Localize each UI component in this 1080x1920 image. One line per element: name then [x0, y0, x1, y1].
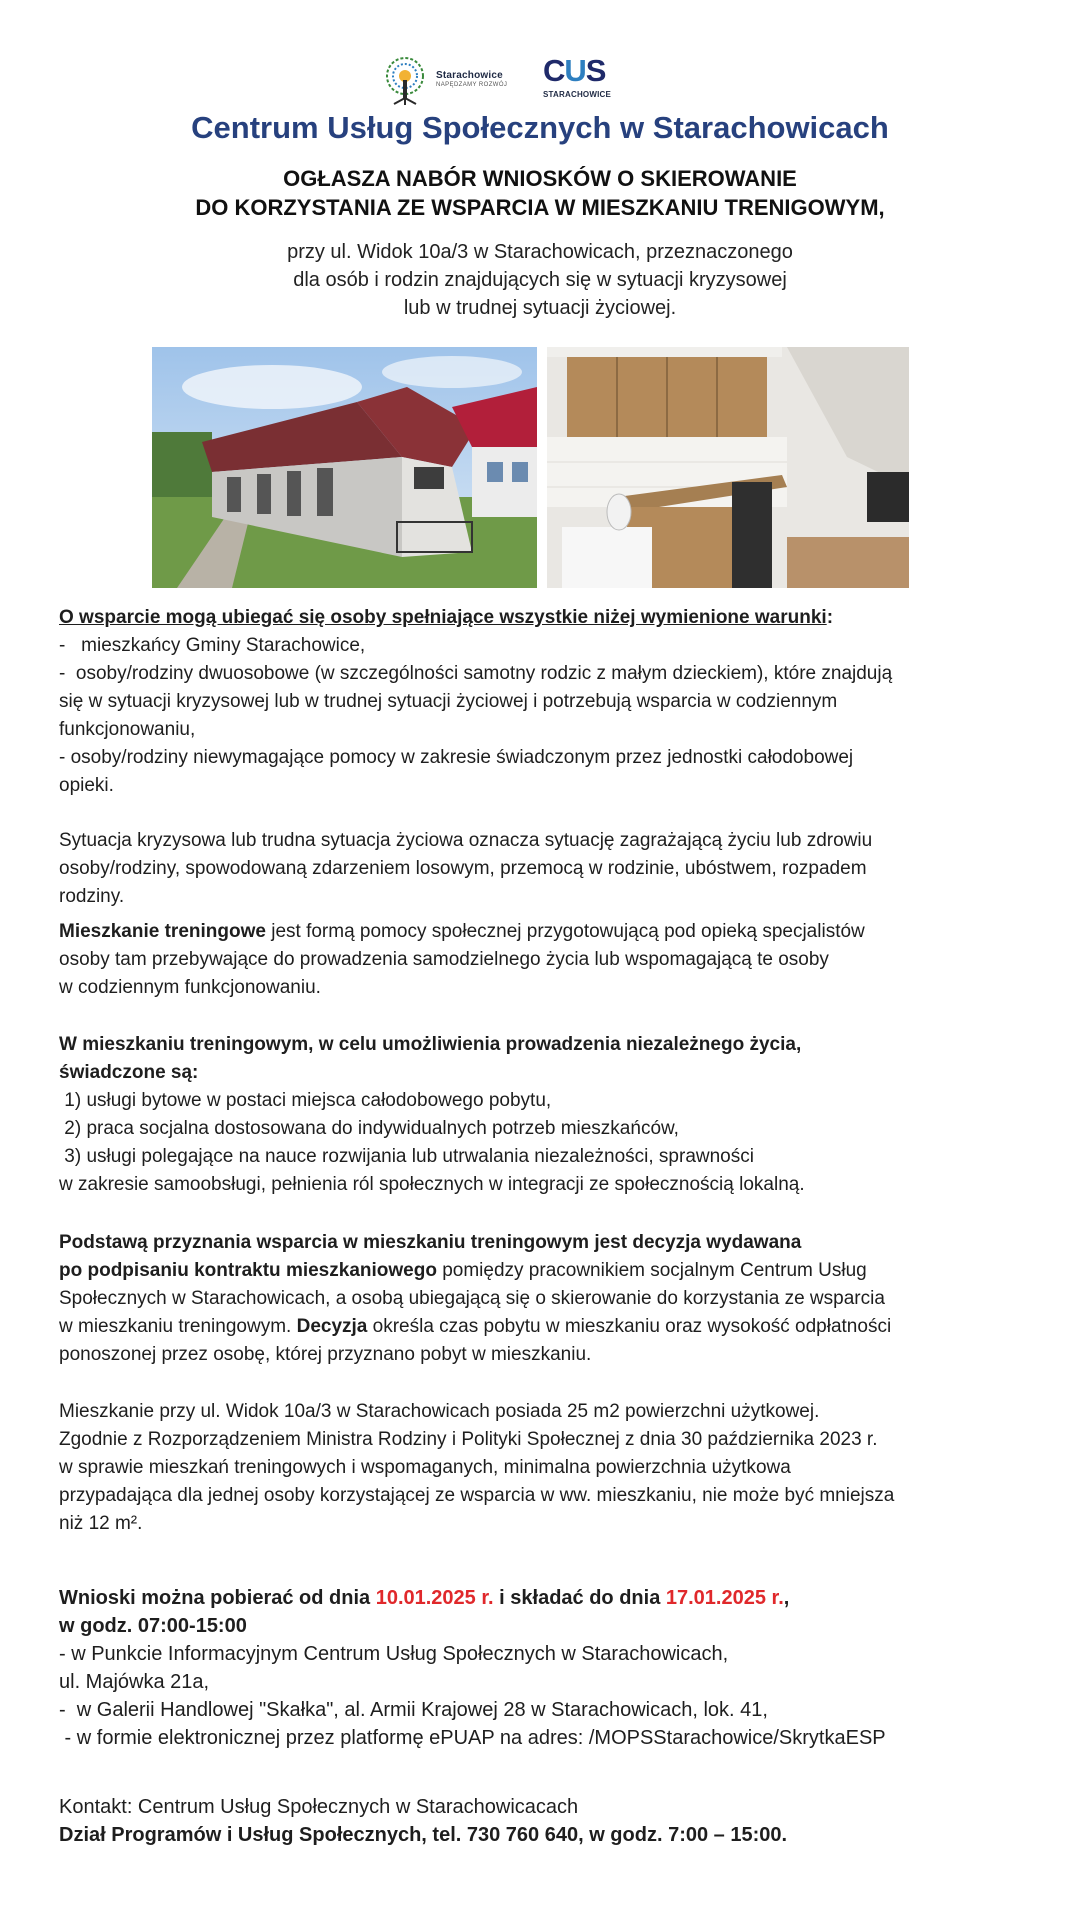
- list-item: - w Punkcie Informacyjnym Centrum Usług Społecznych w Starachowicach,: [59, 1643, 729, 1665]
- contact-section: [59, 1793, 1039, 1849]
- list-item: - osoby/rodziny dwuosobowe (w szczególności samotny rodzic z małym dzieckiem), które znajdują: [59, 663, 893, 684]
- list-item: funkcjonowaniu,: [59, 719, 196, 740]
- contact-line: Kontakt: Centrum Usług Społecznych w Starachowicacach: [59, 1796, 579, 1818]
- starachowice-logo-name: Starachowice: [436, 70, 503, 81]
- text-line: Sytuacja kryzysowa lub trudna sytuacja życiowa oznacza sytuację zagrażającą życiu lub zdrowiu: [59, 830, 873, 851]
- basis-section: [59, 1229, 1039, 1369]
- date-to: 17.01.2025 r.: [665, 1587, 784, 1609]
- training-flat-definition: [59, 918, 1039, 1002]
- text-line: Społecznych w Starachowicach, a osobą ubiegającą się o skierowanie do korzystania ze wsparcia: [59, 1288, 885, 1309]
- list-item: w zakresie samoobsługi, pełnienia ról społecznych w integracji ze społecznością lokalną.: [59, 1174, 805, 1195]
- text-line: Mieszkanie przy ul. Widok 10a/3 w Starachowicach posiada 25 m2 powierzchni użytkowej.: [59, 1401, 820, 1422]
- text-line: w codziennym funkcjonowaniu.: [59, 977, 321, 998]
- kitchen-illustration: [547, 347, 909, 588]
- text-span: określa czas pobytu w mieszkaniu oraz wysokość odpłatności: [367, 1316, 892, 1337]
- house-photo: [152, 347, 537, 588]
- text-line: osoby tam przebywające do prowadzenia samodzielnego życia lub wspomagającą te osoby: [59, 949, 829, 970]
- list-item: opieki.: [59, 775, 114, 796]
- date-from: 10.01.2025 r.: [375, 1587, 494, 1609]
- starachowice-logo-tagline: NAPĘDZAMY ROZWÓJ: [436, 82, 508, 88]
- text-line: [59, 1257, 1039, 1285]
- list-item: się w sytuacji kryzysowej lub w trudnej sytuacji życiowej i potrzebują wsparcia w codziennym: [59, 691, 838, 712]
- area-section: [59, 1398, 1039, 1538]
- text-line: [59, 1313, 1039, 1341]
- intro-line: przy ul. Widok 10a/3 w Starachowicach, przeznaczonego: [287, 241, 793, 263]
- house-illustration: [152, 347, 537, 588]
- text-line: Zgodnie z Rozporządzeniem Ministra Rodziny i Polityki Społecznej z dnia 30 października 2023 r.: [59, 1429, 878, 1450]
- intro-text: [0, 238, 1080, 322]
- list-item: - osoby/rodziny niewymagające pomocy w zakresie świadczonym przez jednostki całodobowej: [59, 747, 854, 768]
- applications-dates: [59, 1584, 1039, 1612]
- starachowice-logo: [380, 54, 530, 106]
- cus-logo: [543, 54, 633, 106]
- services-section: [59, 1031, 1039, 1199]
- eligibility-heading: [59, 604, 1039, 632]
- intro-line: dla osób i rodzin znajdujących się w sytuacji kryzysowej: [293, 269, 787, 291]
- list-item: 1) usługi bytowe w postaci miejsca całodobowego pobytu,: [59, 1090, 552, 1111]
- contact-department: Dział Programów i Usług Społecznych, tel. 730 760 640, w godz. 7:00 – 15:00.: [59, 1824, 788, 1846]
- eligibility-heading-colon: :: [826, 607, 834, 628]
- text-line: Podstawą przyznania wsparcia w mieszkaniu treningowym jest decyzja wydawana: [59, 1232, 802, 1253]
- text-span: Wnioski można pobierać od dnia: [59, 1587, 376, 1609]
- text-line: niż 12 m².: [59, 1513, 143, 1534]
- services-heading: W mieszkaniu treningowym, w celu umożliwienia prowadzenia niezależnego życia,: [59, 1034, 802, 1055]
- eligibility-heading-text: O wsparcie mogą ubiegać się osoby spełniające wszystkie niżej wymienione warunki: [59, 607, 827, 628]
- cus-logo-u: U: [564, 53, 586, 88]
- text-line: ponoszonej przez osobę, której przyznano pobyt w mieszkaniu.: [59, 1344, 592, 1365]
- text-span: pomiędzy pracownikiem socjalnym Centrum Usług: [436, 1260, 867, 1281]
- announcement-headline: [0, 164, 1080, 222]
- headline-line: OGŁASZA NABÓR WNIOSKÓW O SKIEROWANIE: [283, 166, 797, 191]
- text-line: w sprawie mieszkań treningowych i wspomaganych, minimalna powierzchnia użytkowa: [59, 1457, 791, 1478]
- headline-line: DO KORZYSTANIA ZE WSPARCIA W MIESZKANIU TRENIGOWYM,: [195, 195, 885, 220]
- text-span: w mieszkaniu treningowym.: [59, 1316, 297, 1337]
- tree-icon: [380, 54, 430, 106]
- training-flat-term: Mieszkanie treningowe: [59, 921, 266, 942]
- kitchen-photo: [547, 347, 909, 588]
- text-span: ,: [783, 1587, 790, 1609]
- text-line: rodziny.: [59, 886, 125, 907]
- cus-logo-subtitle: STARACHOWICE: [543, 90, 612, 99]
- text-line: osoby/rodziny, spowodowaną zdarzeniem losowym, przemocą w rodzinie, ubóstwem, rozpadem: [59, 858, 867, 879]
- list-item: 3) usługi polegające na nauce rozwijania lub utrwalania niezależności, sprawności: [59, 1146, 754, 1167]
- list-item: - w Galerii Handlowej "Skałka", al. Armii Krajowej 28 w Starachowicach, lok. 41,: [59, 1699, 768, 1721]
- decision-term: Decyzja: [296, 1316, 368, 1337]
- text-line: przypadająca dla jednej osoby korzystającej ze wsparcia w ww. mieszkaniu, nie może być mniejsza: [59, 1485, 895, 1506]
- services-heading: świadczone są:: [59, 1062, 199, 1083]
- applications-section: [59, 1584, 1039, 1752]
- page-title: Centrum Usług Społecznych w Starachowicach: [191, 110, 889, 145]
- header-logos: [380, 54, 700, 106]
- applications-hours: w godz. 07:00-15:00: [59, 1615, 247, 1637]
- crisis-definition: [59, 827, 1039, 911]
- text-line: [59, 918, 1039, 946]
- list-item: 2) praca socjalna dostosowana do indywidualnych potrzeb mieszkańców,: [59, 1118, 679, 1139]
- list-item: - w formie elektronicznej przez platformę ePUAP na adres: /MOPSStarachowice/SkrytkaESP: [59, 1727, 886, 1749]
- contract-term: po podpisaniu kontraktu mieszkaniowego: [59, 1260, 437, 1281]
- list-item: - mieszkańcy Gminy Starachowice,: [59, 635, 366, 656]
- training-flat-text: jest formą pomocy społecznej przygotowującą pod opieką specjalistów: [265, 921, 865, 942]
- eligibility-section: [59, 604, 1039, 800]
- cus-logo-c: C: [543, 53, 565, 88]
- cus-logo-letters: [543, 54, 605, 88]
- list-item: ul. Majówka 21a,: [59, 1671, 210, 1693]
- intro-line: lub w trudnej sytuacji życiowej.: [403, 297, 677, 319]
- cus-logo-s: S: [585, 53, 606, 88]
- text-span: i składać do dnia: [493, 1587, 666, 1609]
